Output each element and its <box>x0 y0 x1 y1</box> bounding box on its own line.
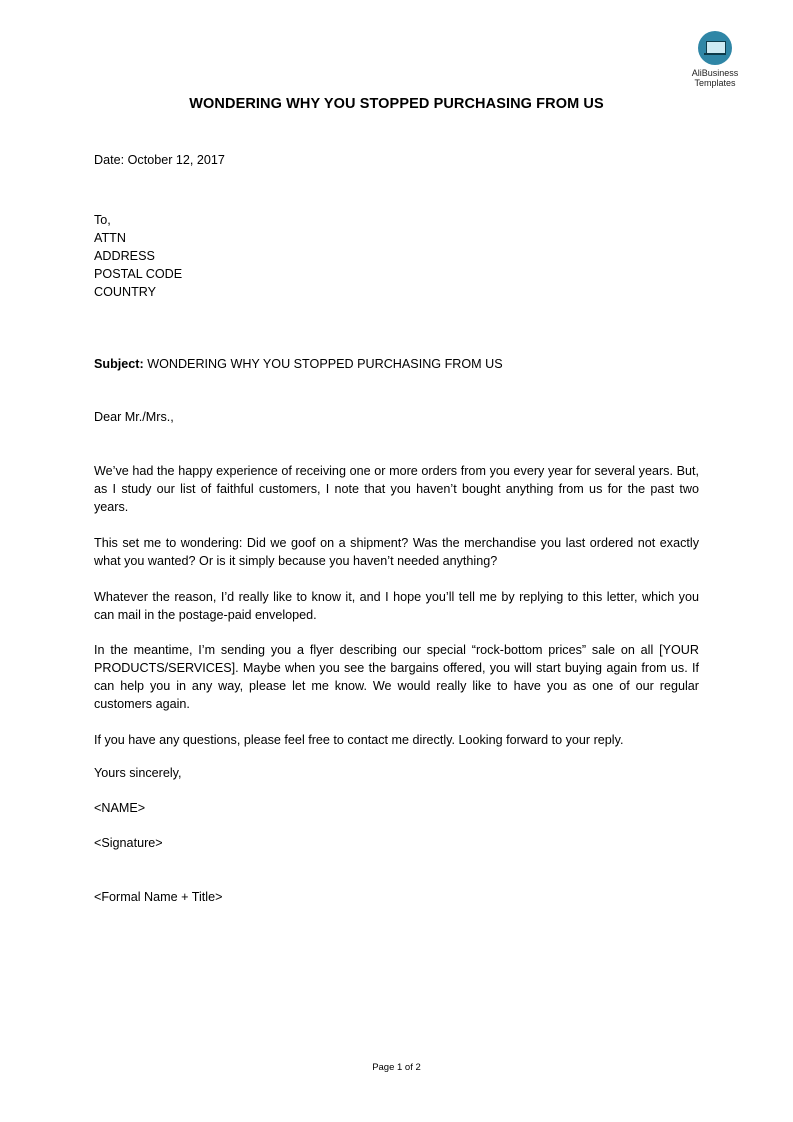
address-line-attn: ATTN <box>94 231 126 245</box>
address-line-postal-code: POSTAL CODE <box>94 267 183 281</box>
laptop-icon <box>698 31 732 65</box>
formal-name-title: <Formal Name + Title> <box>94 890 223 904</box>
company-logo <box>683 31 747 88</box>
body-paragraph-3: Whatever the reason, I’d really like to know it, and I hope you’ll tell me by replying to this letter, which you can mail in the postage-paid enveloped. <box>94 590 699 622</box>
address-line-address: ADDRESS <box>94 249 155 263</box>
sender-name: <NAME> <box>94 801 146 815</box>
body-paragraph-1: We’ve had the happy experience of receiving one or more orders from you every year for several years. But, as I study our list of faithful customers, I note that you haven’t bought anything from us for the past two years. <box>94 464 699 514</box>
address-line-country: COUNTRY <box>94 285 157 299</box>
salutation: Dear Mr./Mrs., <box>94 410 174 424</box>
logo-text <box>683 68 747 88</box>
subject-line <box>94 357 503 371</box>
document-title: WONDERING WHY YOU STOPPED PURCHASING FROM US <box>189 96 604 112</box>
subject-text: WONDERING WHY YOU STOPPED PURCHASING FROM US <box>147 357 503 371</box>
logo-line-1: AliBusiness <box>691 68 739 78</box>
address-line-to: To, <box>94 213 111 227</box>
closing: Yours sincerely, <box>94 766 182 780</box>
body-paragraph-2: This set me to wondering: Did we goof on a shipment? Was the merchandise you last ordered not exactly what you wanted? Or is it simply because you haven’t needed anything? <box>94 536 699 568</box>
body-paragraph-5: If you have any questions, please feel free to contact me directly. Looking forward to your reply. <box>94 733 624 747</box>
page-number: Page 1 of 2 <box>372 1062 421 1073</box>
logo-line-2: Templates <box>694 78 736 88</box>
signature-placeholder: <Signature> <box>94 836 163 850</box>
body-paragraph-4: In the meantime, I’m sending you a flyer describing our special “rock-bottom prices” sale on all [YOUR PRODUCTS/SERVICES]. Maybe when you see the bargains offered, you will start buying again from us. If can help you in any way, please let me know. We would really like to have you as one of our regular customers again. <box>94 643 699 711</box>
letter-date: Date: October 12, 2017 <box>94 153 225 167</box>
subject-label: Subject: <box>94 357 144 371</box>
